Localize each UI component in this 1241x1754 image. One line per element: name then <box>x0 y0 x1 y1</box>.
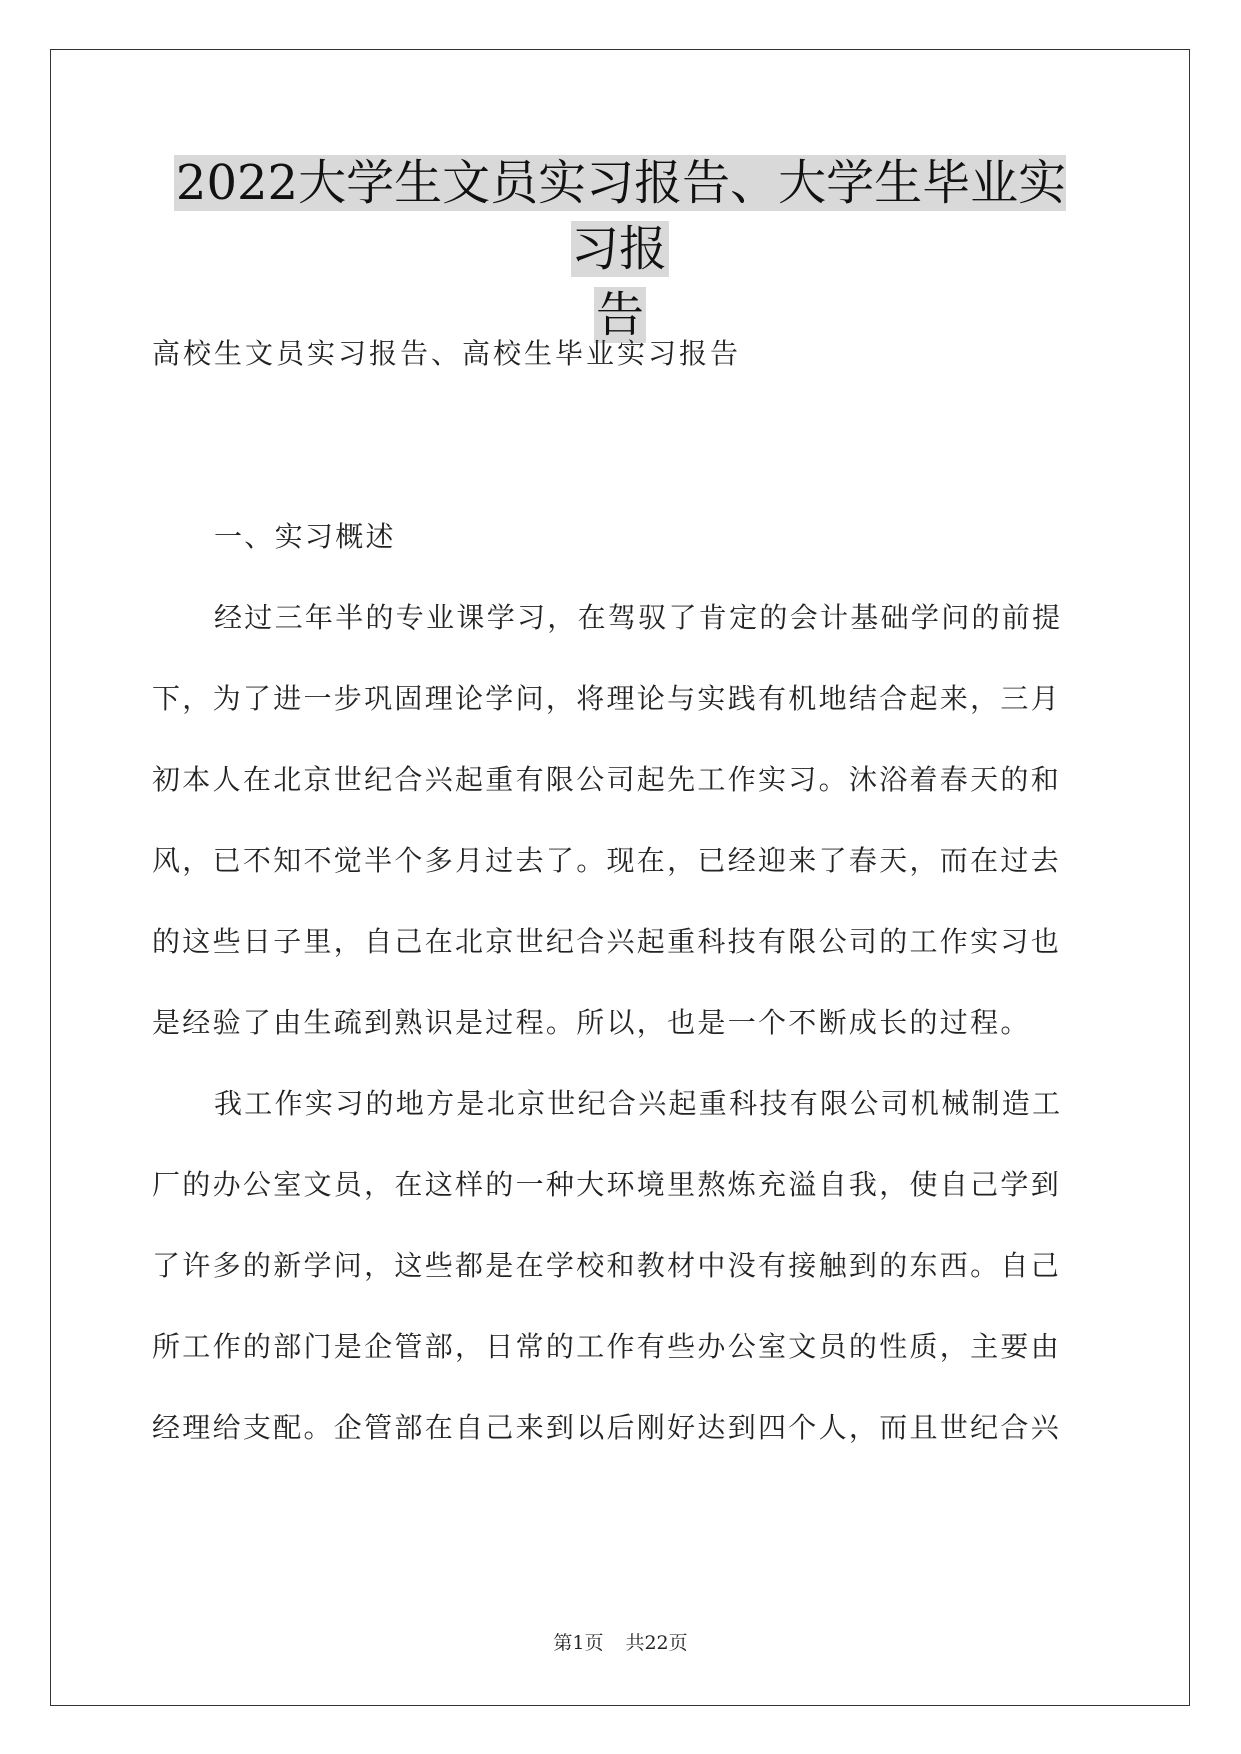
paragraph-line: 所工作的部门是企管部，日常的工作有些办公室文员的性质，主要由 <box>152 1330 1062 1363</box>
document-body <box>152 496 1092 1468</box>
page-total: 共22页 <box>625 1632 688 1654</box>
paragraph-line: 的这些日子里，自己在北京世纪合兴起重科技有限公司的工作实习也 <box>152 925 1062 958</box>
document-title <box>150 150 1090 348</box>
paragraph-line: 厂的办公室文员，在这样的一种大环境里熬炼充溢自我，使自己学到 <box>152 1168 1062 1201</box>
paragraph-line: 风，已不知不觉半个多月过去了。现在，已经迎来了春天，而在过去 <box>152 844 1062 877</box>
paragraph-line: 了许多的新学问，这些都是在学校和教材中没有接触到的东西。自己 <box>152 1249 1062 1282</box>
document-subtitle: 高校生文员实习报告、高校生毕业实习报告 <box>152 337 742 370</box>
page-number: 第1页 <box>553 1632 604 1654</box>
page-footer <box>0 1628 1241 1655</box>
section-heading: 一、实习概述 <box>214 520 396 553</box>
title-line-1: 2022大学生文员实习报告、大学生毕业实习报 <box>175 155 1067 277</box>
paragraph-line: 下，为了进一步巩固理论学问，将理论与实践有机地结合起来，三月 <box>152 682 1062 715</box>
paragraph-line: 是经验了由生疏到熟识是过程。所以，也是一个不断成长的过程。 <box>152 1006 1031 1039</box>
paragraph-line: 我工作实习的地方是北京世纪合兴起重科技有限公司机械制造工 <box>214 1087 1063 1120</box>
paragraph-line: 经理给支配。企管部在自己来到以后刚好达到四个人，而且世纪合兴 <box>152 1411 1062 1444</box>
title-line-2: 告 <box>595 287 644 343</box>
paragraph-line: 初本人在北京世纪合兴起重有限公司起先工作实习。沐浴着春天的和 <box>152 763 1062 796</box>
paragraph-line: 经过三年半的专业课学习，在驾驭了肯定的会计基础学问的前提 <box>214 601 1063 634</box>
